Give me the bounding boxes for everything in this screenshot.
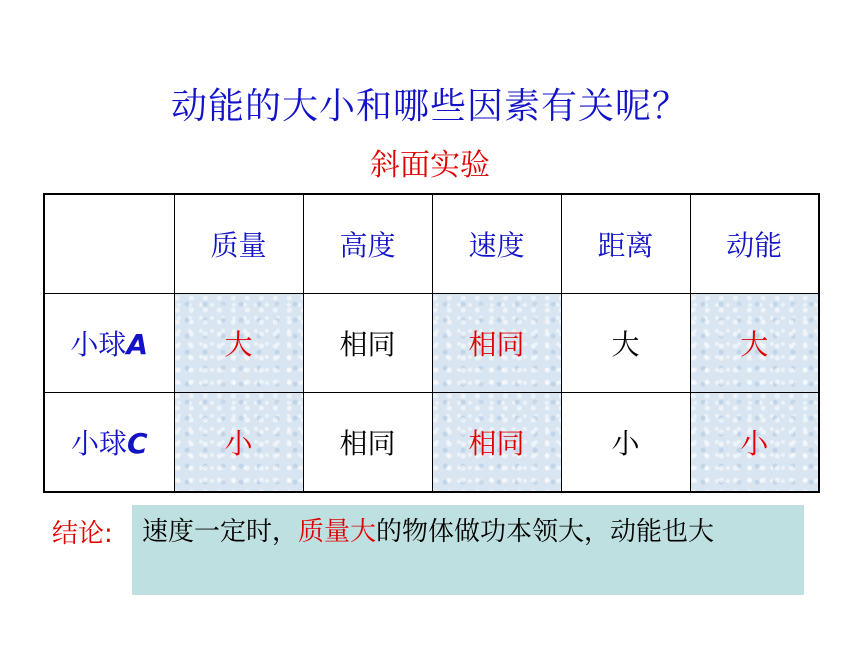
table-cell: 相同 [303, 294, 432, 393]
conclusion-box [132, 505, 804, 595]
table-row [44, 392, 819, 492]
table-cell: 相同 [432, 392, 561, 492]
row-label [44, 392, 174, 492]
row-label-cn: 小球 [70, 426, 127, 460]
conclusion-text-after: 的物体做功本领大，动能也大 [376, 517, 715, 547]
table-header-cell: 高度 [303, 194, 432, 294]
table-header-cell: 质量 [174, 194, 303, 294]
table-header-row [44, 194, 819, 294]
table-cell: 相同 [303, 392, 432, 492]
table-cell: 小 [561, 392, 690, 492]
table-cell: 小 [174, 392, 303, 492]
table-header-cell [44, 194, 174, 294]
row-label-latin: A [126, 327, 149, 361]
conclusion-label: 结论: [52, 519, 113, 549]
table-row [44, 294, 819, 393]
table-cell: 大 [690, 294, 819, 393]
table-cell: 相同 [432, 294, 561, 393]
row-label-cn: 小球 [70, 327, 127, 361]
table-cell: 大 [174, 294, 303, 393]
table-cell: 小 [690, 392, 819, 492]
row-label [44, 294, 174, 393]
table-cell: 大 [561, 294, 690, 393]
page-title: 动能的大小和哪些因素有关呢？ [170, 86, 689, 127]
row-label-latin: C [126, 426, 148, 460]
table-header-cell: 速度 [432, 194, 561, 294]
page-subtitle: 斜面实验 [370, 148, 490, 183]
conclusion-highlight: 质量大 [298, 517, 377, 547]
table-header-cell: 距离 [561, 194, 690, 294]
experiment-table [43, 193, 820, 493]
table-header-cell: 动能 [690, 194, 819, 294]
conclusion-text-before: 速度一定时， [142, 517, 299, 547]
